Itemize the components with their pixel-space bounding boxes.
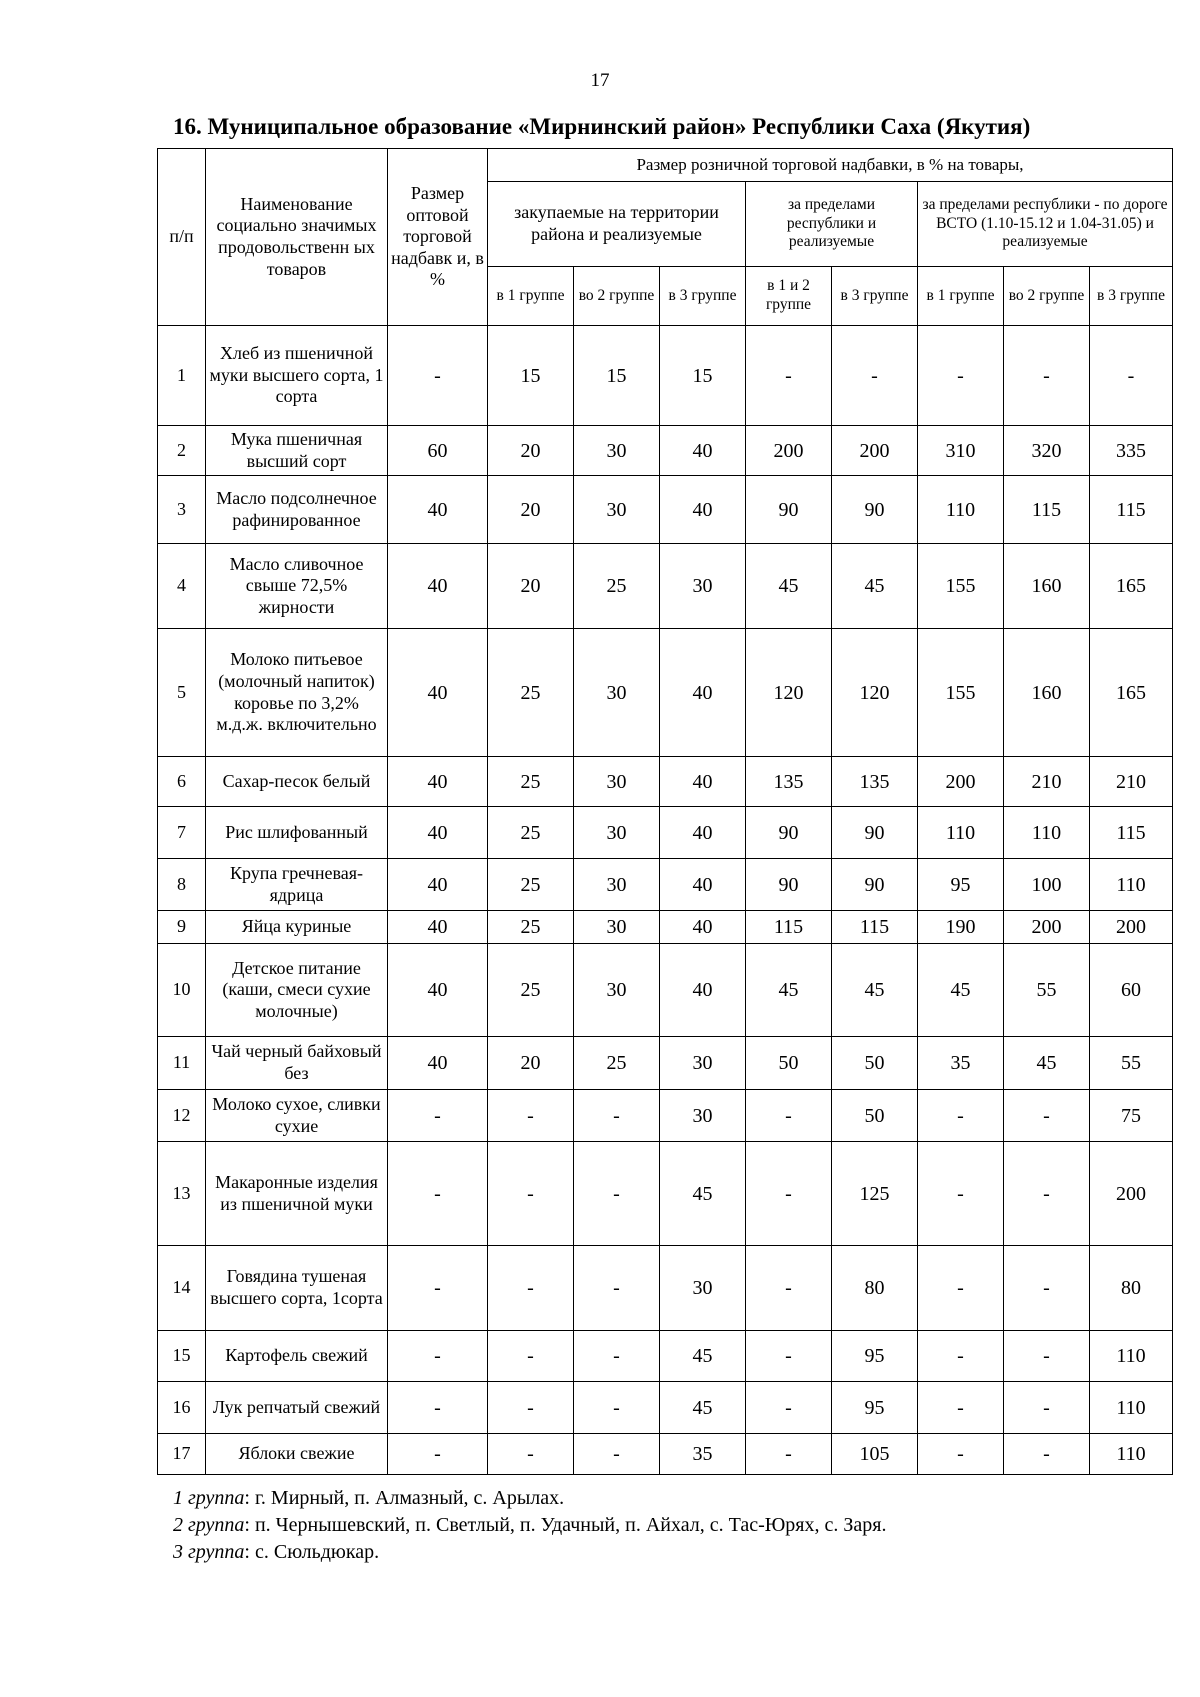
markup-value-cell: 135 [832,757,918,807]
markup-value-cell: 30 [660,544,746,629]
markup-value-cell: 40 [388,944,488,1037]
markup-value-cell: - [574,1142,660,1246]
markup-value-cell: 40 [660,944,746,1037]
table-row [158,1331,1173,1382]
markup-value-cell: 165 [1090,629,1173,757]
row-number-cell: 5 [158,629,206,757]
markup-value-cell: 25 [488,757,574,807]
table-row [158,629,1173,757]
product-name-cell: Крупа гречневая-ядрица [206,859,388,911]
group-header: в 3 группе [832,267,918,326]
table-row [158,1142,1173,1246]
product-name-cell: Картофель свежий [206,1331,388,1382]
footnote [173,1485,886,1512]
markup-value-cell: 310 [918,426,1004,476]
markup-value-cell: 160 [1004,544,1090,629]
markup-value-cell: 115 [1004,476,1090,544]
markup-value-cell: 35 [918,1037,1004,1090]
markup-value-cell: 115 [1090,476,1173,544]
markup-value-cell: 110 [918,807,1004,859]
markup-value-cell: 40 [388,859,488,911]
footnote-text: : с. Сюльдюкар. [244,1541,380,1563]
product-name-cell: Говядина тушеная высшего сорта, 1сорта [206,1246,388,1331]
markup-value-cell: 60 [1090,944,1173,1037]
markup-value-cell: 110 [1090,1434,1173,1475]
table-row [158,1246,1173,1331]
table-row [158,859,1173,911]
markup-value-cell: 115 [746,911,832,944]
row-number-cell: 9 [158,911,206,944]
markup-value-cell: - [746,1142,832,1246]
markup-value-cell: 55 [1004,944,1090,1037]
markup-value-cell: - [1090,326,1173,426]
col-num-header: п/п [158,149,206,326]
table-row [158,1037,1173,1090]
markup-value-cell: - [918,1246,1004,1331]
markup-value-cell: - [488,1142,574,1246]
group-header: в 1 группе [488,267,574,326]
markup-value-cell: - [574,1246,660,1331]
markup-value-cell: - [1004,1142,1090,1246]
markup-value-cell: 110 [918,476,1004,544]
markup-value-cell: 45 [660,1142,746,1246]
markup-value-cell: - [918,1434,1004,1475]
markup-value-cell: 45 [832,544,918,629]
product-name-cell: Масло сливочное свыше 72,5% жирности [206,544,388,629]
markup-value-cell: 335 [1090,426,1173,476]
markup-value-cell: 45 [660,1331,746,1382]
product-name-cell: Яйца куриные [206,911,388,944]
markup-value-cell: 45 [1004,1037,1090,1090]
markup-value-cell: 25 [488,944,574,1037]
markup-value-cell: 40 [660,629,746,757]
markup-value-cell: 30 [660,1246,746,1331]
markup-value-cell: 30 [660,1090,746,1142]
markup-value-cell: 200 [832,426,918,476]
markup-value-cell: 30 [574,757,660,807]
table-row [158,911,1173,944]
markup-value-cell: - [918,1331,1004,1382]
markup-value-cell: 120 [746,629,832,757]
markup-value-cell: 40 [388,476,488,544]
markup-value-cell: 45 [918,944,1004,1037]
group-header: в 1 группе [918,267,1004,326]
markup-value-cell: 115 [832,911,918,944]
markup-value-cell: - [1004,1382,1090,1434]
markup-value-cell: 90 [746,807,832,859]
markup-value-cell: - [388,1246,488,1331]
markup-value-cell: 30 [660,1037,746,1090]
markup-table [157,148,1173,1475]
row-number-cell: 15 [158,1331,206,1382]
row-number-cell: 16 [158,1382,206,1434]
markup-value-cell: 155 [918,629,1004,757]
markup-value-cell: - [1004,326,1090,426]
markup-value-cell: 40 [660,757,746,807]
row-number-cell: 6 [158,757,206,807]
table-row [158,944,1173,1037]
product-name-cell: Лук репчатый свежий [206,1382,388,1434]
markup-value-cell: 20 [488,426,574,476]
product-name-cell: Рис шлифованный [206,807,388,859]
markup-value-cell: - [574,1090,660,1142]
col-wholesale-header: Размер оптовой торговой надбавк и, в % [388,149,488,326]
markup-value-cell: - [388,1331,488,1382]
markup-value-cell: 110 [1004,807,1090,859]
row-number-cell: 7 [158,807,206,859]
product-name-cell: Макаронные изделия из пшеничной муки [206,1142,388,1246]
markup-value-cell: 75 [1090,1090,1173,1142]
table-row [158,326,1173,426]
markup-value-cell: - [574,1331,660,1382]
sub-outside-header: за пределами республики и реализуемые [746,182,918,267]
markup-value-cell: 45 [746,544,832,629]
table-row [158,544,1173,629]
markup-value-cell: 30 [574,911,660,944]
footnote [173,1539,886,1566]
markup-value-cell: 110 [1090,859,1173,911]
markup-value-cell: 125 [832,1142,918,1246]
footnote-text: : г. Мирный, п. Алмазный, с. Арылах. [244,1487,565,1509]
markup-value-cell: 200 [1004,911,1090,944]
markup-value-cell: 40 [388,544,488,629]
markup-value-cell: - [488,1382,574,1434]
markup-value-cell: 50 [832,1090,918,1142]
markup-value-cell: 160 [1004,629,1090,757]
markup-value-cell: 210 [1090,757,1173,807]
markup-value-cell: 25 [488,859,574,911]
table-header [158,149,1173,326]
markup-value-cell: 50 [832,1037,918,1090]
markup-value-cell: 25 [574,1037,660,1090]
row-number-cell: 8 [158,859,206,911]
markup-value-cell: 105 [832,1434,918,1475]
markup-value-cell: 50 [746,1037,832,1090]
markup-value-cell: 40 [660,911,746,944]
markup-value-cell: 135 [746,757,832,807]
markup-value-cell: 15 [660,326,746,426]
markup-value-cell: 90 [832,807,918,859]
markup-value-cell: - [1004,1090,1090,1142]
group-header: в 3 группе [660,267,746,326]
markup-value-cell: 95 [918,859,1004,911]
markup-value-cell: 55 [1090,1037,1173,1090]
row-number-cell: 10 [158,944,206,1037]
markup-value-cell: 40 [388,911,488,944]
markup-value-cell: - [388,1434,488,1475]
markup-value-cell: 200 [1090,1142,1173,1246]
markup-value-cell: 110 [1090,1382,1173,1434]
markup-value-cell: 40 [660,859,746,911]
markup-value-cell: 80 [832,1246,918,1331]
markup-value-cell: 190 [918,911,1004,944]
footnote-label: 3 группа [173,1541,245,1563]
sub-vsto-header: за пределами республики - по дороге ВСТО (1.10-15.12 и 1.04-31.05) и реализуемые [918,182,1173,267]
markup-value-cell: 95 [832,1331,918,1382]
footnotes [173,1485,886,1566]
col-retail-header: Размер розничной торговой надбавки, в % на товары, [488,149,1173,182]
markup-value-cell: - [1004,1434,1090,1475]
markup-value-cell: - [746,326,832,426]
markup-value-cell: 100 [1004,859,1090,911]
markup-value-cell: 25 [488,807,574,859]
markup-value-cell: 45 [832,944,918,1037]
row-number-cell: 4 [158,544,206,629]
table-row [158,757,1173,807]
markup-value-cell: - [388,1090,488,1142]
markup-value-cell: - [918,1142,1004,1246]
footnote-text: : п. Чернышевский, п. Светлый, п. Удачный, п. Айхал, с. Тас-Юрях, с. Заря. [244,1514,887,1536]
row-number-cell: 13 [158,1142,206,1246]
col-name-header: Наименование социально значимых продовольственн ых товаров [206,149,388,326]
markup-value-cell: - [488,1090,574,1142]
markup-value-cell: 200 [1090,911,1173,944]
markup-value-cell: 30 [574,426,660,476]
markup-value-cell: 210 [1004,757,1090,807]
markup-value-cell: - [746,1331,832,1382]
markup-value-cell: 90 [832,859,918,911]
markup-value-cell: 155 [918,544,1004,629]
row-number-cell: 3 [158,476,206,544]
markup-value-cell: 35 [660,1434,746,1475]
footnote [173,1512,886,1539]
markup-value-cell: 15 [574,326,660,426]
product-name-cell: Мука пшеничная высший сорт [206,426,388,476]
markup-value-cell: 80 [1090,1246,1173,1331]
markup-value-cell: 90 [746,476,832,544]
row-number-cell: 14 [158,1246,206,1331]
markup-value-cell: 95 [832,1382,918,1434]
markup-value-cell: - [918,1382,1004,1434]
markup-value-cell: 25 [574,544,660,629]
markup-value-cell: 320 [1004,426,1090,476]
row-number-cell: 17 [158,1434,206,1475]
markup-value-cell: - [832,326,918,426]
markup-value-cell: 110 [1090,1331,1173,1382]
row-number-cell: 11 [158,1037,206,1090]
product-name-cell: Детское питание (каши, смеси сухие молочные) [206,944,388,1037]
markup-value-cell: 20 [488,544,574,629]
product-name-cell: Молоко сухое, сливки сухие [206,1090,388,1142]
markup-value-cell: - [746,1090,832,1142]
group-header: во 2 группе [1004,267,1090,326]
markup-value-cell: - [746,1434,832,1475]
markup-value-cell: 40 [388,757,488,807]
markup-value-cell: - [918,326,1004,426]
table-row [158,1382,1173,1434]
product-name-cell: Молоко питьевое (молочный напиток) коровье по 3,2% м.д.ж. включительно [206,629,388,757]
markup-value-cell: 40 [388,1037,488,1090]
markup-value-cell: 25 [488,629,574,757]
product-name-cell: Масло подсолнечное рафинированное [206,476,388,544]
group-header: в 3 группе [1090,267,1173,326]
markup-value-cell: 25 [488,911,574,944]
sub-local-header: закупаемые на территории района и реализуемые [488,182,746,267]
table-row [158,426,1173,476]
markup-value-cell: 40 [388,629,488,757]
table-row [158,1434,1173,1475]
group-header: во 2 группе [574,267,660,326]
markup-value-cell: 120 [832,629,918,757]
markup-value-cell: 115 [1090,807,1173,859]
table-row [158,807,1173,859]
markup-value-cell: 40 [388,807,488,859]
table-row [158,1090,1173,1142]
product-name-cell: Чай черный байховый без [206,1037,388,1090]
markup-value-cell: 30 [574,476,660,544]
page-number: 17 [590,70,610,91]
table-body [158,326,1173,1475]
row-number-cell: 1 [158,326,206,426]
markup-value-cell: 45 [746,944,832,1037]
markup-value-cell: 90 [746,859,832,911]
markup-value-cell: - [388,1142,488,1246]
table-row [158,476,1173,544]
markup-value-cell: 45 [660,1382,746,1434]
markup-value-cell: 40 [660,807,746,859]
markup-value-cell: 90 [832,476,918,544]
markup-value-cell: - [488,1434,574,1475]
markup-value-cell: - [574,1382,660,1434]
document-title: 16. Муниципальное образование «Мирнинский район» Республики Саха (Якутия) [173,114,1031,139]
markup-value-cell: - [488,1246,574,1331]
markup-value-cell: 30 [574,944,660,1037]
markup-value-cell: - [388,1382,488,1434]
markup-value-cell: 30 [574,629,660,757]
markup-value-cell: 20 [488,1037,574,1090]
markup-value-cell: 20 [488,476,574,544]
markup-value-cell: 30 [574,859,660,911]
markup-value-cell: 15 [488,326,574,426]
markup-value-cell: - [1004,1331,1090,1382]
markup-value-cell: 200 [746,426,832,476]
markup-value-cell: 60 [388,426,488,476]
product-name-cell: Хлеб из пшеничной муки высшего сорта, 1 сорта [206,326,388,426]
markup-value-cell: - [388,326,488,426]
markup-value-cell: 40 [660,476,746,544]
row-number-cell: 2 [158,426,206,476]
row-number-cell: 12 [158,1090,206,1142]
markup-value-cell: - [746,1382,832,1434]
markup-value-cell: - [488,1331,574,1382]
product-name-cell: Яблоки свежие [206,1434,388,1475]
markup-value-cell: 40 [660,426,746,476]
markup-value-cell: 200 [918,757,1004,807]
markup-value-cell: - [1004,1246,1090,1331]
markup-value-cell: 30 [574,807,660,859]
product-name-cell: Сахар-песок белый [206,757,388,807]
markup-value-cell: - [574,1434,660,1475]
markup-value-cell: - [746,1246,832,1331]
markup-value-cell: - [918,1090,1004,1142]
footnote-label: 2 группа [173,1514,245,1536]
markup-value-cell: 165 [1090,544,1173,629]
footnote-label: 1 группа [173,1487,245,1509]
group-header: в 1 и 2 группе [746,267,832,326]
